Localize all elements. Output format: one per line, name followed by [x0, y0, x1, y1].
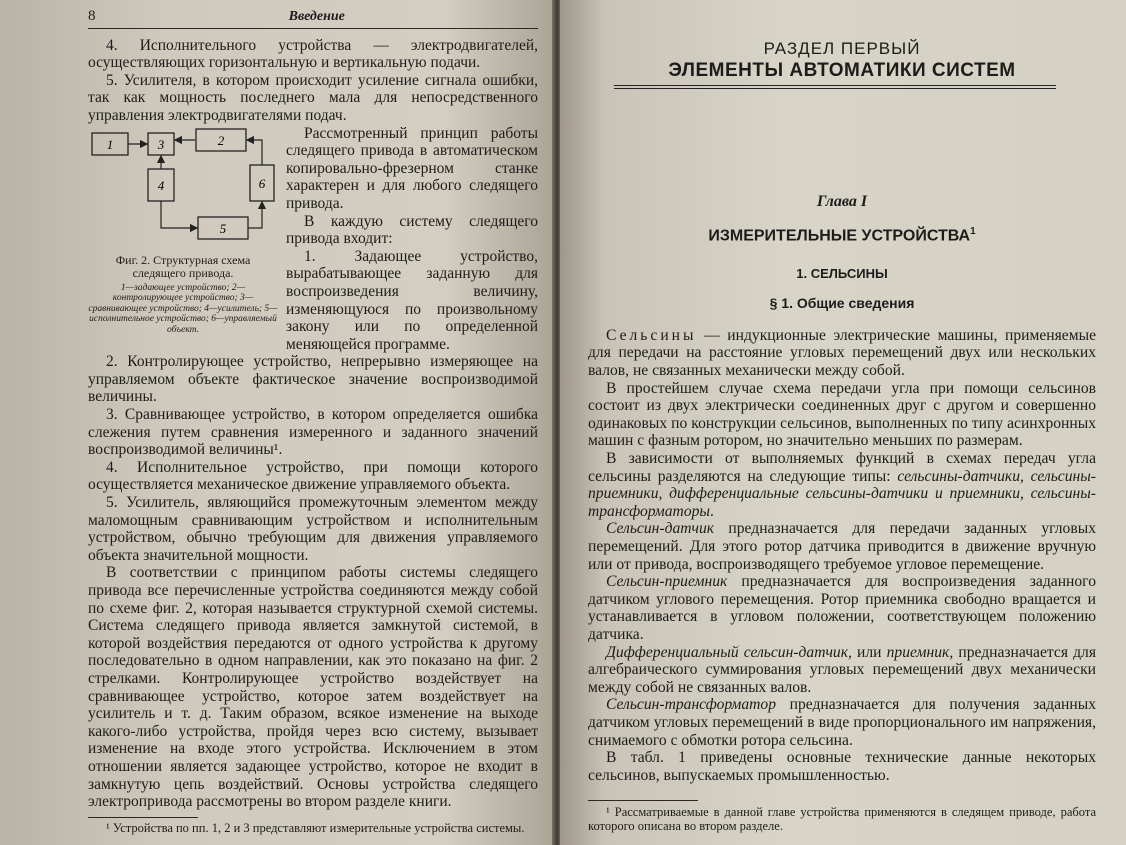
list-item-4-top: 4. Исполнительного устройства — электродвигателей, осуществляющих горизонтальную и вертикальную подачи. — [88, 36, 538, 72]
term-transmitter: Сельсин-датчик — [606, 520, 715, 538]
footnote-right: ¹ Рассматриваемые в данной главе устройства применяются в следящем приводе, работа которого описана во втором разделе. — [588, 805, 1096, 834]
section-title: ЭЛЕМЕНТЫ АВТОМАТИКИ СИСТЕМ — [668, 59, 1016, 81]
chapter-title — [588, 223, 1096, 245]
differential-mid: или — [851, 643, 887, 661]
block-3 — [148, 133, 174, 155]
block-5 — [198, 217, 248, 239]
chapter-title-text: ИЗМЕРИТЕЛЬНЫЕ УСТРОЙСТВА — [708, 227, 971, 245]
definition-text: — индукционные электрические машины, применяемые для передачи на расстояние угловых перемещений двух или нескольких валов, не связанных механически между собой. — [588, 326, 1096, 380]
footnote-rule — [88, 817, 198, 818]
block-1 — [92, 133, 128, 155]
receiver-text: предназначается для воспроизведения заданного датчиком углового перемещения. Ротор приемника свободно вращается и устанавливается в угловом положении, соответствующем положению датчика. — [588, 573, 1096, 643]
list-item-1: 1. Задающее устройство, вырабатывающее заданную для воспроизведения величину, изменяющуюся по произвольному закону или по определенной меняющейся программе. — [286, 247, 538, 353]
term-differential-receiver: приемник — [886, 643, 950, 661]
right-page — [560, 0, 1126, 845]
block-4 — [148, 169, 174, 201]
list-item-3: 3. Сравнивающее устройство, в котором определяется ошибка слежения путем сравнения измеренного и заданного значений воспроизводимой величины¹. — [88, 406, 538, 459]
running-head — [88, 8, 538, 26]
transmitter-text: предназначается для передачи заданных угловых перемещений. Для этого ротор датчика приводится в движение вручную или от привода, воспроизводящего требуемое угловое перемещение. — [588, 520, 1096, 573]
running-head-title: Введение — [288, 9, 345, 24]
paragraph-transmitter — [588, 520, 1096, 573]
paragraph-table-ref: В табл. 1 приведены основные технические данные некоторых сельсинов, выпускаемых промышленностью. — [588, 749, 1096, 784]
transformer-text: предназначается для получения заданных датчиком угловых перемещений в виде пропорционального им напряжения, снимаемого с обмотки ротора сельсина. — [588, 696, 1096, 749]
block-2 — [196, 129, 246, 151]
paragraph-transformer — [588, 696, 1096, 749]
chapter-label: Глава I — [816, 193, 868, 211]
paragraph-principle: Рассмотренный принцип работы следящего привода в автоматическом копировально-фрезерном станке характерен и для любого следящего привода. — [286, 124, 538, 212]
block-2-label: 2 — [217, 132, 225, 148]
term-receiver: Сельсин-приемник — [606, 573, 728, 591]
block-diagram — [88, 125, 278, 250]
list-item-5: 5. Усилитель, являющийся промежуточным элементом между маломощным сравнивающим устройством и исполнительным устройством, обычно требующим для движения управляемого объекта значительной мощности. — [88, 494, 538, 564]
footnote-rule-right — [588, 800, 698, 801]
block-6 — [250, 165, 274, 201]
chapter-footnote-ref: 1 — [970, 225, 976, 237]
list-item-5-top: 5. Усилителя, в котором происходит усиление сигнала ошибки, так как мощность последнего мала для непосредственного управления электродвигателями подач. — [88, 71, 538, 124]
page-number: 8 — [88, 8, 96, 24]
running-head-rule — [88, 28, 538, 29]
term-differential: Дифференциальный сельсин-датчик, — [606, 643, 852, 661]
types-lead: В зависимости от выполняемых функций в схемах передач угла сельсины разделяются на следующие типы: — [588, 450, 1096, 485]
differential-text: , предназначается для алгебраического суммирования угловых перемещений двух механически между собой не связанных валов. — [588, 643, 1096, 696]
block-1-label: 1 — [106, 136, 114, 152]
block-5-label: 5 — [219, 220, 227, 236]
block-3-label: 3 — [157, 136, 165, 152]
term-selsyns: Сельсины — [606, 326, 697, 344]
paragraph-types — [588, 450, 1096, 520]
block-6-label: 6 — [258, 175, 266, 191]
paragraph-simple-scheme: В простейшем случае схема передачи угла при помощи сельсинов состоит из двух электрически соединенных друг с другом и совершенно одинаковых по конструкции сельсинов, выполненных по типу асинхронных машин с фазным ротором, но значительно меньших по размерам. — [588, 379, 1096, 450]
paragraph-closing: В соответствии с принципом работы системы следящего привода все перечисленные устройства соединяются между собой по схеме фиг. 2, которая называется структурной схемой системы. Система следящего привода является замкнутой системой, в которой воздействия передаются от одного устройства к другому последовательно в одном направлении, как это показано на фиг. 2 стрелками. Контролирующее устройство воздействует на сравнивающее устройство, которое затем воздействует на усилитель и т. д. Таким образом, всякое изменение на выходе какого-либо устройства, пройдя через всю систему, вызывает изменение на входе этого устройства. Исключением в этом отношении является задающее устройство, которое не входит в замкнутую цепь воздействий. Основы устройства следящего электропривода рассмотрены во втором разделе книги. — [88, 564, 538, 811]
figure-side-text — [286, 125, 538, 354]
section-label: РАЗДЕЛ ПЕРВЫЙ — [763, 39, 921, 58]
term-transformer: Сельсин-трансформатор — [606, 696, 776, 714]
list-item-4: 4. Исполнительное устройство, при помощи которого осуществляется механическое движение управляемого объекта. — [88, 458, 538, 494]
block-4-label: 4 — [157, 177, 165, 193]
paragraph-definition — [588, 327, 1096, 380]
paragraph-components-intro: В каждую систему следящего привода входит: — [286, 212, 538, 248]
footnote: ¹ Устройства по пп. 1, 2 и 3 представляют измерительные устройства системы. — [106, 820, 525, 835]
figure-row — [88, 125, 538, 354]
figure-legend: 1—задающее устройство; 2—контролирующее устройство; 3—сравнивающее устройство; 4—усилитель; 5—исполнительное устройство; 6—управляемый объект. — [88, 282, 278, 335]
paragraph-differential — [588, 644, 1096, 697]
figure-2 — [88, 125, 278, 354]
left-page — [0, 0, 556, 845]
paragraph-receiver — [588, 573, 1096, 643]
types-end: . — [709, 502, 714, 520]
types-list: сельсины-датчики, сельсины-приемники, дифференциальные сельсины-датчики и приемники, сельсины-трансформаторы — [588, 467, 1097, 520]
list-item-2: 2. Контролирующее устройство, непрерывно измеряющее на управляемом объекте фактическое значение воспроизводимой величины. — [88, 353, 538, 406]
section-title-rule — [614, 85, 1056, 89]
paragraph-heading: § 1. Общие сведения — [769, 295, 915, 312]
figure-caption: Фиг. 2. Структурная схема следящего привода. — [115, 252, 251, 280]
subsection-heading: 1. СЕЛЬСИНЫ — [796, 265, 888, 281]
